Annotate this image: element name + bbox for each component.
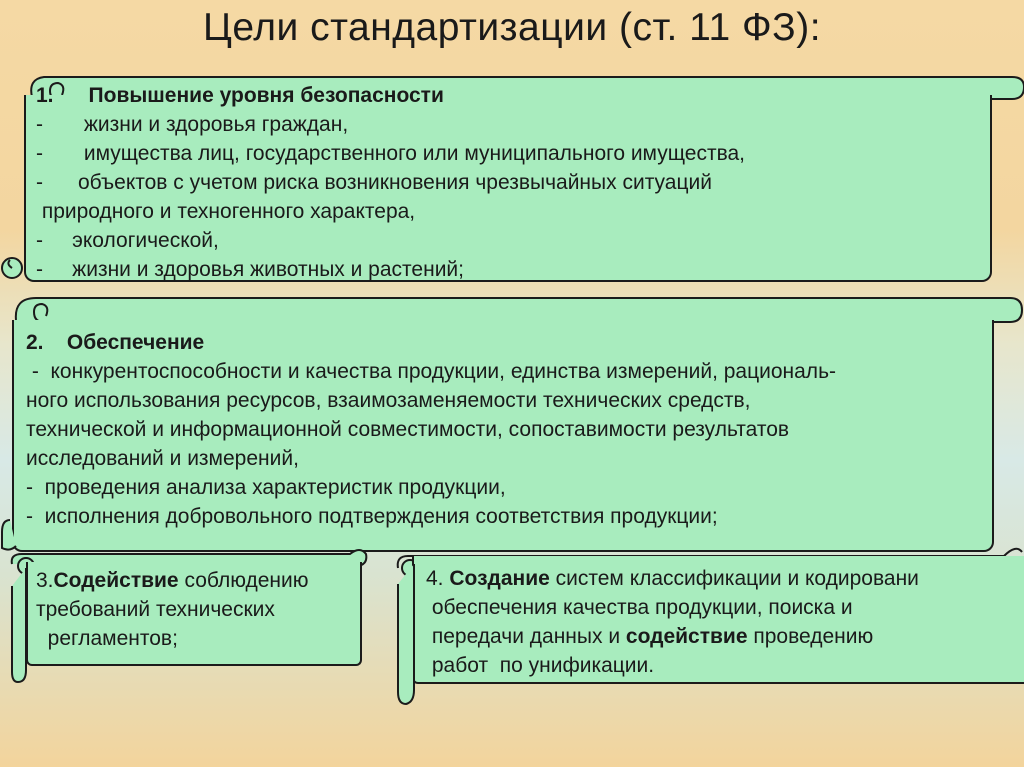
- list-item: исследований и измерений,: [26, 447, 299, 470]
- list-item: технической и информационной совместимости, сопоставимости результатов: [26, 418, 790, 441]
- list-item: требований технических: [36, 598, 275, 621]
- list-item: регламентов;: [36, 627, 178, 650]
- list-item: - конкурентоспособности и качества продукции, единства измерений, рациональ-: [26, 360, 836, 383]
- goal-heading-compliance: 3.Содействие соблюдению: [36, 569, 309, 592]
- goal-box-compliance: [26, 562, 362, 666]
- scroll-curl-bottom-4: [394, 562, 420, 712]
- list-item: природного и техногенного характера,: [36, 200, 416, 223]
- list-item: передачи данных и содействие проведению: [426, 625, 874, 648]
- page-title: Цели стандартизации (ст. 11 ФЗ):: [202, 6, 822, 49]
- list-item: - имущества лиц, государственного или муниципального имущества,: [36, 142, 746, 165]
- list-item: ного использования ресурсов, взаимозаменяемости технических средств,: [26, 389, 751, 412]
- list-item: обеспечения качества продукции, поиска и: [426, 596, 853, 619]
- list-item: - экологической,: [36, 229, 219, 252]
- goal-heading-safety: 1. Повышение уровня безопасности: [36, 84, 444, 107]
- list-item: - исполнения добровольного подтверждения соответствия продукции;: [26, 505, 718, 528]
- goal-box-safety: [24, 84, 992, 282]
- scroll-curl-bottom-3: [8, 566, 30, 686]
- scroll-curl-left-1: [0, 254, 30, 282]
- goal-box-ensuring: [12, 320, 994, 552]
- list-item: - проведения анализа характеристик продукции,: [26, 476, 506, 499]
- list-item: - жизни и здоровья животных и растений;: [36, 258, 464, 281]
- goal-box-classification: [412, 556, 1024, 684]
- list-item: - объектов с учетом риска возникновения чрезвычайных ситуаций: [36, 171, 712, 194]
- goal-heading-classification: 4. Создание систем классификации и кодировани: [426, 567, 919, 590]
- list-item: - жизни и здоровья граждан,: [36, 113, 349, 136]
- list-item: работ по унификации.: [426, 654, 655, 677]
- goal-heading-ensuring: 2. Обеспечение: [26, 331, 205, 354]
